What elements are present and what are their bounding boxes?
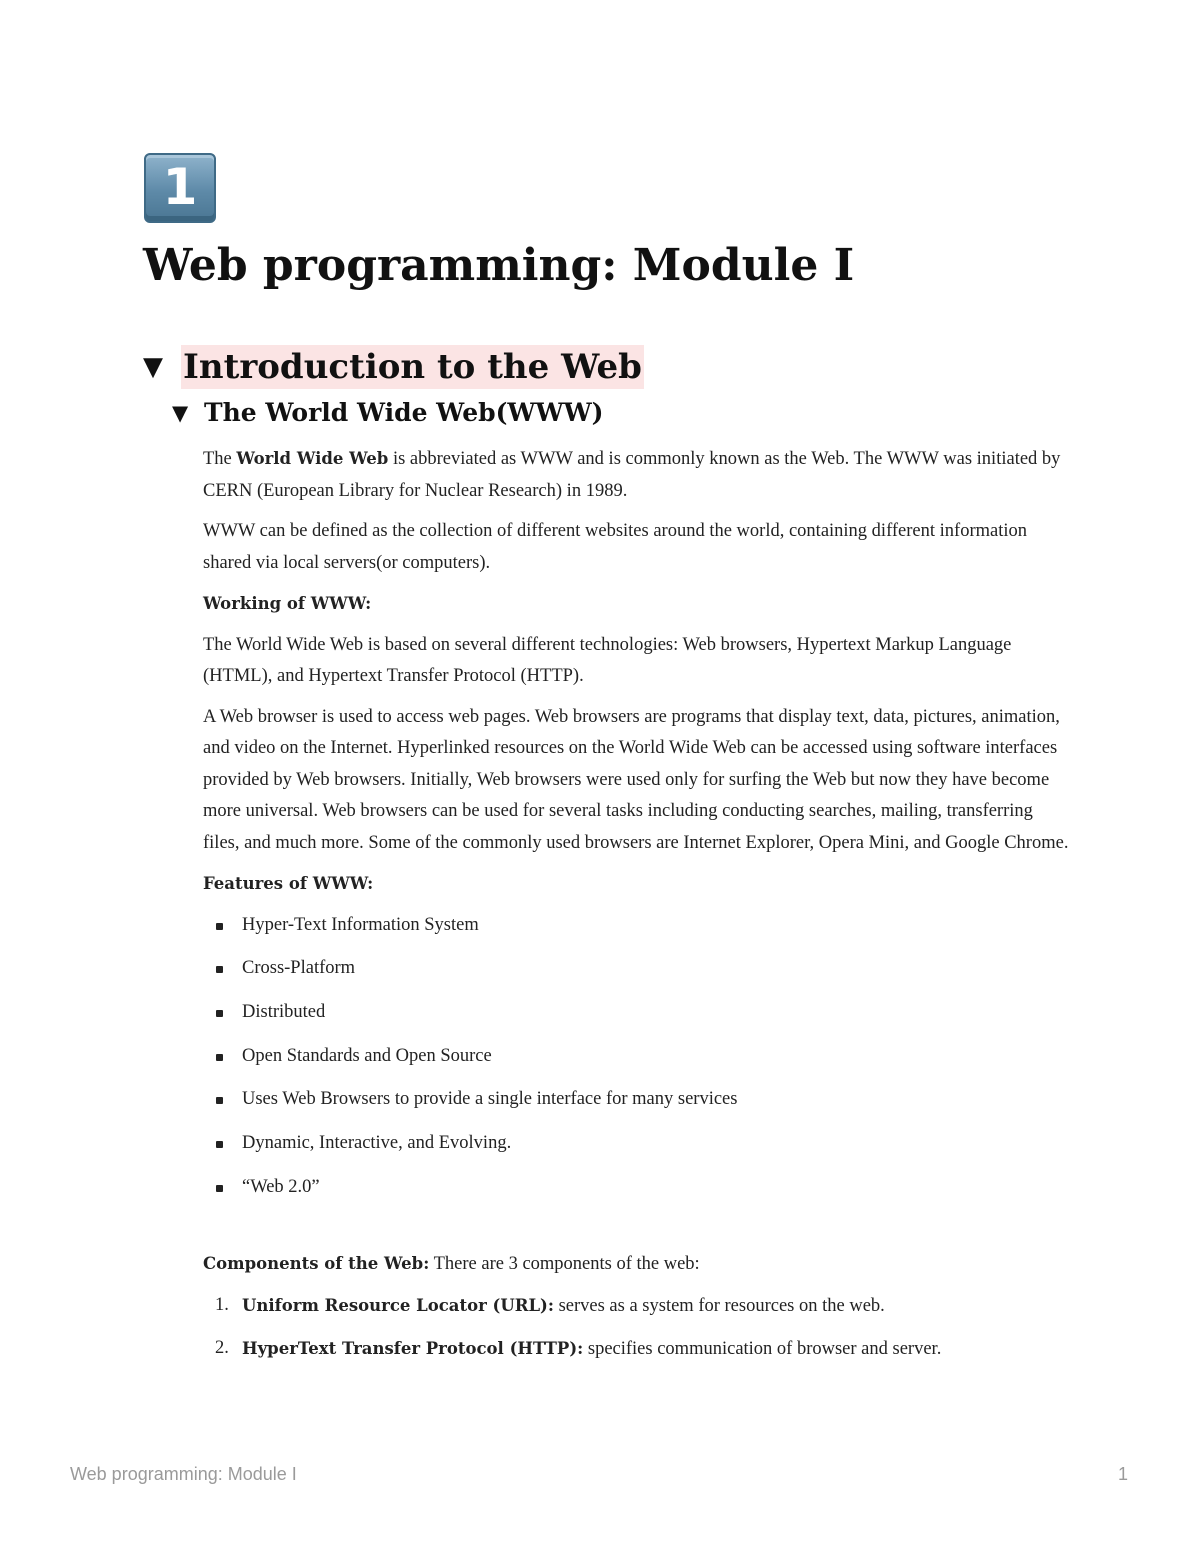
keycap-label: 1 xyxy=(162,158,198,216)
intro-paragraph xyxy=(203,443,1073,507)
subsection-body xyxy=(203,443,1073,1377)
list-item: Open Standards and Open Source xyxy=(203,1041,1073,1085)
working-paragraph-1: The World Wide Web is based on several different technologies: Web browsers, Hypertext Markup Language (HTML), and Hypertext Transfer Protocol (HTTP). xyxy=(203,634,1012,686)
list-item: Uses Web Browsers to provide a single interface for many services xyxy=(203,1084,1073,1128)
triangle-down-icon[interactable]: ▼ xyxy=(172,401,189,425)
subsection-heading: The World Wide Web(WWW) xyxy=(204,398,604,427)
list-item xyxy=(203,1333,1073,1377)
component-desc: serves as a system for resources on the web. xyxy=(553,1295,885,1316)
section-toggle[interactable] xyxy=(143,345,644,389)
list-item: Distributed xyxy=(203,997,1073,1041)
intro-pre: The xyxy=(203,449,237,469)
subsection-toggle[interactable] xyxy=(172,396,604,430)
list-item: Dynamic, Interactive, and Evolving. xyxy=(203,1128,1073,1172)
list-item: Hyper-Text Information System xyxy=(203,910,1073,954)
intro-bold-term: World Wide Web xyxy=(236,449,389,468)
features-list xyxy=(203,910,1073,1216)
intro-post: is abbreviated as WWW and is commonly known as the Web. The WWW was initiated by CERN (European Library for Nuclear Research) in 1989. xyxy=(203,449,1061,501)
components-paragraph xyxy=(203,1248,1073,1281)
list-number: 1. xyxy=(215,1294,229,1315)
list-item: Cross-Platform xyxy=(203,953,1073,997)
footer-page-number: 1 xyxy=(1117,1464,1128,1484)
working-paragraph-2: A Web browser is used to access web pages. Web browsers are programs that display text, data, pictures, animation, and video on the Internet. Hyperlinked resources on the World Wide Web can be accessed using software interfaces provided by Web browsers. Initially, Web browsers were used only for surfing the Web but now they have become more universal. Web browsers can be used for several tasks including conducting searches, mailing, transferring files, and much more. Some of the commonly used browsers are Internet Explorer, Opera Mini, and Google Chrome. xyxy=(203,706,1069,853)
definition-paragraph: WWW can be defined as the collection of different websites around the world, containing different information shared via local servers(or computers). xyxy=(203,521,1027,573)
keycap-one-icon xyxy=(144,153,216,223)
component-desc: specifies communication of browser and server. xyxy=(583,1339,942,1360)
components-intro: There are 3 components of the web: xyxy=(429,1254,700,1275)
list-number: 2. xyxy=(215,1338,229,1359)
triangle-down-icon[interactable]: ▼ xyxy=(143,352,163,382)
working-heading-text: Working of WWW: xyxy=(203,594,372,613)
working-heading xyxy=(203,588,1073,621)
component-term: HyperText Transfer Protocol (HTTP): xyxy=(242,1339,584,1359)
components-list xyxy=(203,1290,1073,1377)
list-item: “Web 2.0” xyxy=(203,1172,1073,1216)
features-heading-text: Features of WWW: xyxy=(203,874,374,893)
features-heading xyxy=(203,868,1073,901)
footer-doc-title: Web programming: Module I xyxy=(70,1464,297,1484)
list-item xyxy=(203,1290,1073,1334)
components-heading: Components of the Web: xyxy=(203,1254,430,1274)
page-title: Web programming: Module I xyxy=(143,240,855,291)
section-heading: Introduction to the Web xyxy=(183,347,642,387)
component-term: Uniform Resource Locator (URL): xyxy=(242,1295,554,1315)
